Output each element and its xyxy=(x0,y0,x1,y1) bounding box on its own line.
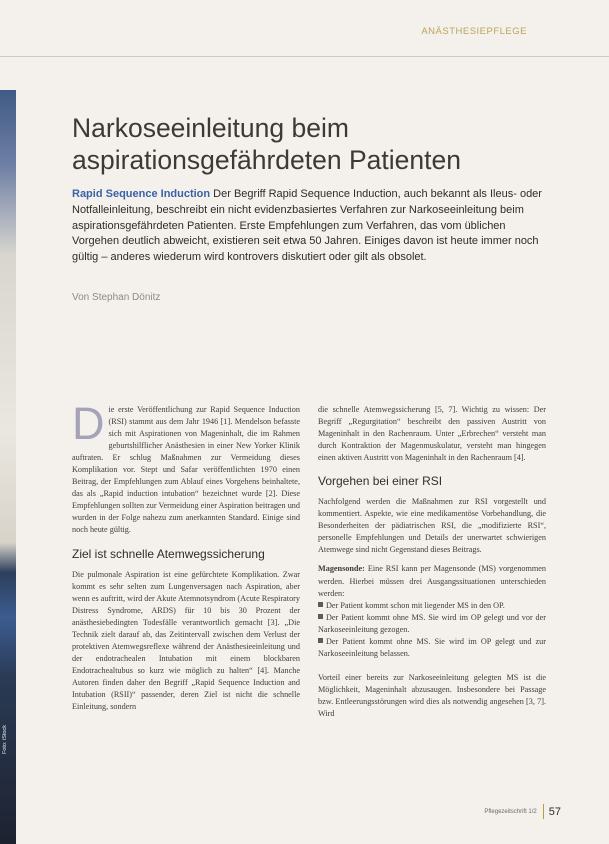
author-byline: Von Stephan Dönitz xyxy=(72,292,161,303)
page-footer xyxy=(484,804,561,819)
title-line-2: aspirationsgefährdeten Patienten xyxy=(72,145,461,175)
list-item-text: Der Patient kommt ohne MS. Sie wird im OP gelegt und vor der Narkoseeinleitung gezogen. xyxy=(318,612,546,634)
subheading-procedure: Vorgehen bei einer RSI xyxy=(318,474,443,489)
dropcap: D xyxy=(72,398,105,449)
header-divider xyxy=(0,56,609,57)
journal-name: Pflegezeitschrift 1/2 xyxy=(484,808,537,815)
bullet-square-icon xyxy=(318,638,323,643)
list-item-text: Der Patient kommt schon mit liegender MS in den OP. xyxy=(326,600,505,610)
procedure-paragraph: Nachfolgend werden die Maßnahmen zur RSI vorgestellt und kommentiert. Aspekte, wie eine medikamentöse Vorbehandlung, die Besonderheiten der pädiatrischen RSI, die „modifizierte RSI“, personelle Empfehlungen und Details der unerwartet schwierigen Atemwege sind nicht Gegenstand dieses Beitrags. xyxy=(318,497,546,555)
body-paragraph: Die pulmonale Aspiration ist eine gefürchtete Komplikation. Zwar kommt es sehr selten zum Lungenversagen nach Aspiration, aber wenn es auftritt, wird der Akute Atemnotsyndrom (Acute Respiratory Distress Syndrome, ARDS) für 10 bis 30 Prozent der anästhesiebedingten Todesfälle verantwortlich gemacht [3]. „Die Technik zielt darauf ab, das Zeitintervall zwischen dem Verlust der protektiven Atemwegsreflexe während der Anästhesieeinleitung und der endotrachealen Intubation mit einem blockbaren Endotrachealtubus so kurz wie möglich zu halten“ [4]. Manche Autoren finden daher den Begriff „Rapid Sequence Induction and Intubation (RSII)“ passender, deren Ziel ist nicht die schnelle Einleitung, sondern xyxy=(72,569,300,712)
column-left xyxy=(72,398,300,713)
magensonde-text: Eine RSI kann per Magensonde (MS) vorgenommen werden. Hierbei müssen drei Ausgangssituationen unterschieden werden: xyxy=(318,564,546,598)
article-title xyxy=(72,112,552,176)
title-line-1: Narkoseeinleitung beim xyxy=(72,113,349,143)
lead-text: Der Begriff Rapid Sequence Induction, auch bekannt als Ileus- oder Notfalleinleitung, beschreibt ein nicht evidenzbasiertes Verfahren zur Narkoseeinleitung beim aspirationsgefährdeten Patienten. Erste Empfehlungen zum Verfahren, das vom üblichen Vorgehen deutlich abweicht, existieren seit etwa 50 Jahren. Einiges davon ist heute immer noch gültig – anderes wiederum wird kontrovers diskutiert oder gilt als obsolet. xyxy=(72,188,542,264)
intro-text: ie erste Veröffentlichung zur Rapid Sequence Induction (RSI) stammt aus dem Jahr 1946 [1]. Mendelson befasste sich mit Aspirationen von Mageninhalt, die im Rahmen geburtshilflicher Anästhesien in einer New Yorker Klinik auftraten. Er schlug Maßnahmen zur Vermeidung dieses Komplikation vor. Stept und Safar veröffentlichten 1970 einen Beitrag, der Empfehlungen zum Ablauf eines Vorgehens beinhaltete, das als „Rapid induction intubation“ bezeichnet wurde [2]. Diese Empfehlungen sollten zur Vermeidung einer Aspiration beitragen und wurden in der Folge nahezu zum anerkannten Standard. Einige sind noch heute gültig. xyxy=(72,405,300,535)
list-item xyxy=(318,600,546,612)
intro-paragraph xyxy=(72,398,300,537)
list-item xyxy=(318,636,546,660)
lead-kicker: Rapid Sequence Induction xyxy=(72,188,211,200)
column-right xyxy=(318,404,546,720)
advantage-paragraph: Vorteil einer bereits zur Narkoseeinleitung gelegten MS ist die Möglichkeit, Mageninhalt abzusaugen. Insbesondere bei Passage bzw. Entleerungsstörungen wird dies als notwendig angesehen [3, 7]. Wird xyxy=(318,672,546,718)
page-number: 57 xyxy=(548,805,561,818)
magensonde-paragraph xyxy=(318,563,546,599)
magensonde-lead: Magensonde: xyxy=(318,564,365,574)
photo-credit: Foto: iStock xyxy=(2,725,8,755)
subheading-goal: Ziel ist schnelle Atemwegssicherung xyxy=(72,546,265,561)
footer-divider xyxy=(543,804,544,819)
section-label: ANÄSTHESIEPFLEGE xyxy=(421,26,527,37)
article-lead xyxy=(72,187,542,266)
intro-paragraph-right: die schnelle Atemwegssicherung [5, 7]. Wichtig zu wissen: Der Begriff „Regurgitation“ beschreibt den passiven Austritt von Mageninhalt in den Rachenraum. Unter „Erbrechen“ versteht man durch Kontraktion der Magenmuskulatur, versteht man hingegen einen aktiven Austritt von Mageninhalt in den Rachenraum [4]. xyxy=(318,405,546,463)
bullet-square-icon xyxy=(318,602,323,607)
bullet-square-icon xyxy=(318,614,323,619)
list-item-text: Der Patient kommt ohne MS. Sie wird im OP gelegt und zur Narkoseeinleitung belassen. xyxy=(318,636,546,658)
list-item xyxy=(318,612,546,636)
